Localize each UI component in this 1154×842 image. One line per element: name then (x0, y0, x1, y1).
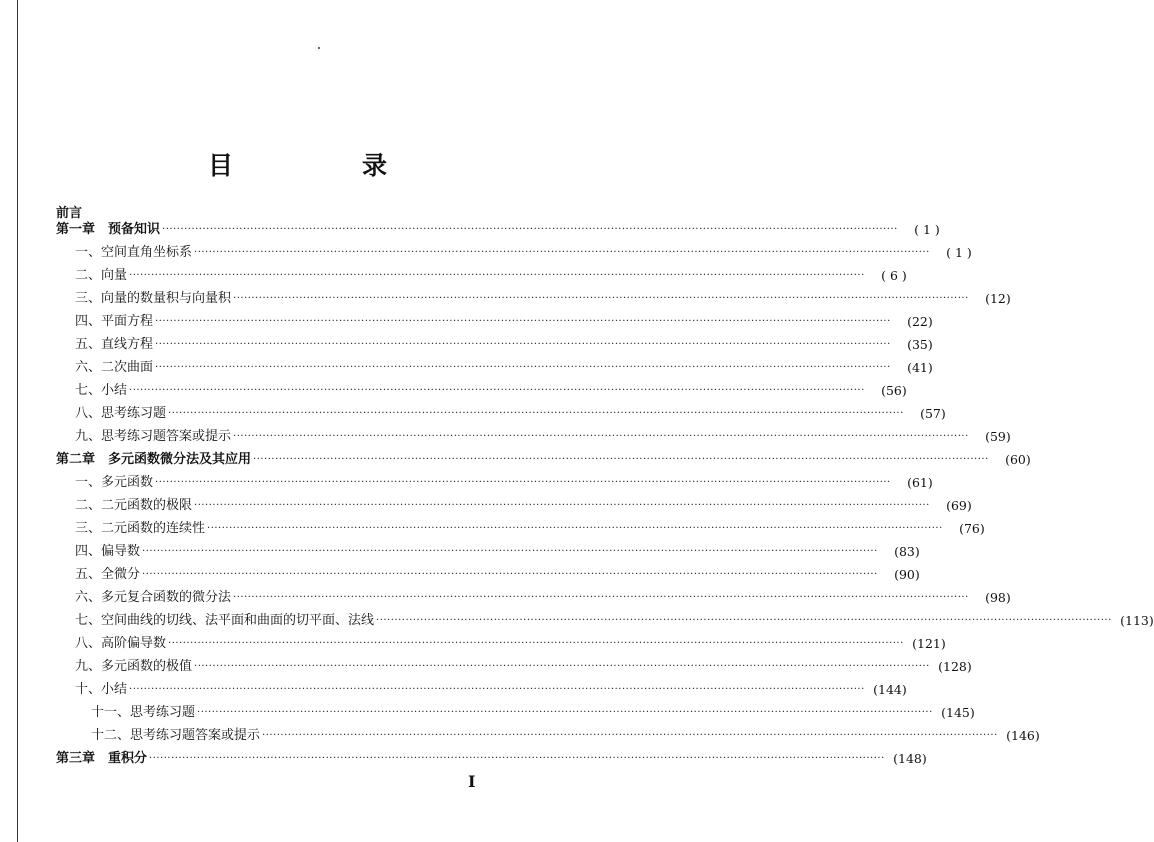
toc-entry-page: (22) (907, 314, 933, 329)
dot-leader: ········································································································································································································ (194, 661, 930, 672)
toc-entry-label: 六、多元复合函数的微分法 (75, 590, 232, 605)
toc-entry-label: 四、平面方程 (75, 314, 154, 329)
toc-section-entry[interactable] (75, 586, 1011, 609)
toc-entry-page: ( 1 ) (914, 222, 940, 237)
dot-leader: ········································································································································································································ (233, 431, 969, 442)
toc-entry-page: (113) (1120, 613, 1154, 628)
toc-chapter-entry[interactable] (56, 218, 940, 241)
dot-leader: ········································································································································································································ (129, 684, 865, 695)
dot-leader: ········································································································································································································ (155, 477, 891, 488)
toc-section-entry[interactable] (91, 701, 975, 724)
toc-entry-label: 二、二元函数的极限 (75, 498, 193, 513)
toc-entry-page: (144) (873, 682, 907, 697)
toc-entry-label: 七、空间曲线的切线、法平面和曲面的切平面、法线 (75, 613, 375, 628)
toc-entry-page: (69) (946, 498, 972, 513)
toc-entry-page: (145) (941, 705, 975, 720)
toc-entry-label: 六、二次曲面 (75, 360, 154, 375)
toc-chapter-entry[interactable] (56, 747, 927, 770)
toc-entry-label: 第二章 多元函数微分法及其应用 (56, 452, 252, 467)
toc-entry-label: 五、全微分 (75, 567, 141, 582)
toc-section-entry[interactable] (75, 563, 920, 586)
toc-entry-page: (59) (985, 429, 1011, 444)
toc-entry-page: (57) (920, 406, 946, 421)
toc-entry-page: (56) (881, 383, 907, 398)
dot-leader: ········································································································································································································ (194, 247, 930, 258)
page-number: I (468, 772, 476, 791)
binding-edge-line (17, 0, 18, 842)
toc-section-entry[interactable] (75, 287, 1011, 310)
toc-section-entry[interactable] (75, 540, 920, 563)
toc-entry-page: (41) (907, 360, 933, 375)
toc-entry-page: (35) (907, 337, 933, 352)
toc-entry-page: (76) (959, 521, 985, 536)
toc-section-entry[interactable] (75, 471, 933, 494)
toc-entry-page: (61) (907, 475, 933, 490)
toc-entry-label: 九、思考练习题答案或提示 (75, 429, 232, 444)
toc-entry-label: 第一章 预备知识 (56, 222, 161, 237)
toc-entry-page: (60) (1005, 452, 1031, 467)
toc-entry-label: 一、多元函数 (75, 475, 154, 490)
toc-section-entry[interactable] (75, 310, 933, 333)
page-title: 目 录 (207, 151, 439, 180)
toc-entry-label: 四、偏导数 (75, 544, 141, 559)
dot-leader: ········································································································································································································ (194, 500, 930, 511)
dot-leader: ········································································································································································································ (197, 707, 933, 718)
toc-entry-label: 十二、思考练习题答案或提示 (91, 728, 261, 743)
toc-entry-label: 五、直线方程 (75, 337, 154, 352)
toc-entry-page: (128) (938, 659, 972, 674)
toc-entry-label: 三、向量的数量积与向量积 (75, 291, 232, 306)
dot-leader: ········································································································································································································ (149, 753, 885, 764)
toc-entry-page: ( 6 ) (881, 268, 907, 283)
toc-entry-label: 八、思考练习题 (75, 406, 167, 421)
toc-section-entry[interactable] (91, 724, 1040, 747)
dot-leader: ········································································································································································································ (142, 546, 878, 557)
toc-entry-label: 七、小结 (75, 383, 128, 398)
toc-section-entry[interactable] (75, 333, 933, 356)
toc-section-entry[interactable] (75, 609, 1154, 632)
toc-entry-page: (98) (985, 590, 1011, 605)
toc-chapter-entry[interactable] (56, 448, 1031, 471)
toc-entry-label: 二、向量 (75, 268, 128, 283)
toc-section-entry[interactable] (75, 494, 972, 517)
toc-entry-page: (121) (912, 636, 946, 651)
dot-leader: ········································································································································································································ (155, 339, 891, 350)
toc-entry-page: (146) (1006, 728, 1040, 743)
dot-leader: ········································································································································································································ (155, 362, 891, 373)
preface-heading: 前言 (56, 206, 83, 221)
toc-entry-label: 一、空间直角坐标系 (75, 245, 193, 260)
dot-leader: ········································································································································································································ (168, 638, 904, 649)
toc-entry-page: (148) (893, 751, 927, 766)
toc-entry-label: 第三章 重积分 (56, 751, 148, 766)
toc-entry-label: 九、多元函数的极值 (75, 659, 193, 674)
dot-leader: ········································································································································································································ (142, 569, 878, 580)
toc-entry-page: (83) (894, 544, 920, 559)
toc-entry-page: (12) (985, 291, 1011, 306)
toc-entry-label: 三、二元函数的连续性 (75, 521, 206, 536)
toc-section-entry[interactable] (75, 379, 907, 402)
toc-section-entry[interactable] (75, 264, 907, 287)
scan-speck (318, 47, 320, 49)
toc-section-entry[interactable] (75, 655, 972, 678)
toc-section-entry[interactable] (75, 241, 972, 264)
toc-entry-label: 十、小结 (75, 682, 128, 697)
toc-section-entry[interactable] (75, 517, 985, 540)
toc-entry-page: (90) (894, 567, 920, 582)
toc-section-entry[interactable] (75, 678, 907, 701)
dot-leader: ········································································································································································································ (162, 224, 898, 235)
toc-entry-page: ( 1 ) (946, 245, 972, 260)
dot-leader: ········································································································································································································ (262, 730, 998, 741)
dot-leader: ········································································································································································································ (233, 592, 969, 603)
dot-leader: ········································································································································································································ (376, 615, 1112, 626)
toc-entry-label: 十一、思考练习题 (91, 705, 196, 720)
dot-leader: ········································································································································································································ (233, 293, 969, 304)
dot-leader: ········································································································································································································ (253, 454, 989, 465)
dot-leader: ········································································································································································································ (129, 385, 865, 396)
toc-section-entry[interactable] (75, 356, 933, 379)
dot-leader: ········································································································································································································ (168, 408, 904, 419)
dot-leader: ········································································································································································································ (207, 523, 943, 534)
toc-section-entry[interactable] (75, 402, 946, 425)
dot-leader: ········································································································································································································ (129, 270, 865, 281)
toc-section-entry[interactable] (75, 632, 946, 655)
toc-entry-label: 八、高阶偏导数 (75, 636, 167, 651)
dot-leader: ········································································································································································································ (155, 316, 891, 327)
toc-section-entry[interactable] (75, 425, 1011, 448)
